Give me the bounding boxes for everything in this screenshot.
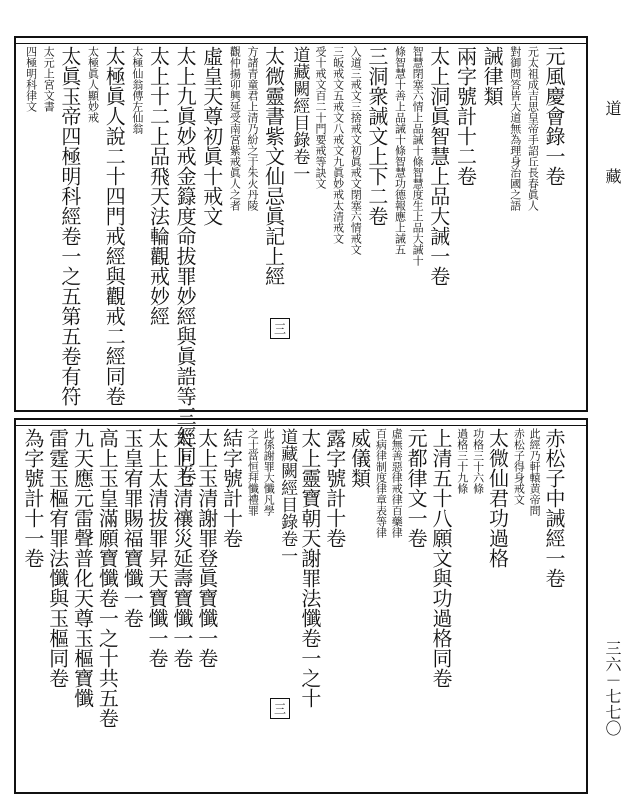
bottom-fold-marker: 三 xyxy=(270,698,290,719)
top-column: 受十戒文百二十門要戒等訣文 xyxy=(313,46,327,189)
bottom-column: 之士當恒拜懺禮罪 xyxy=(246,428,260,516)
bottom-column: 太上玉清謝罪登眞寶懺一卷 xyxy=(194,428,219,668)
bottom-column: 九天應元雷聲普化天尊玉樞寶懺 xyxy=(70,428,95,708)
top-column: 道藏闕經目錄卷一 xyxy=(289,46,310,182)
bottom-column: 功格三十六條 xyxy=(471,428,485,494)
top-column: 太元上宮文書 xyxy=(42,46,56,112)
top-column: 太上九眞妙戒金籙度命拔罪妙經與眞誥等三經同卷 xyxy=(173,46,198,486)
bottom-column: 元都律文一卷 xyxy=(404,428,429,548)
bottom-column: 赤松子中誡經一卷 xyxy=(542,428,566,588)
top-column: 條智慧十善上品誡十條智慧功德報應上誡五 xyxy=(393,46,407,255)
top-column: 太極眞人顯妙戒 xyxy=(86,46,100,123)
bottom-column: 此係謝罪大懺凡學 xyxy=(262,428,276,516)
bottom-column: 為字號計十一卷 xyxy=(20,428,45,568)
top-column: 太極眞人說二十四門戒經與觀戒二經同卷 xyxy=(102,46,127,406)
bottom-column: 威儀類 xyxy=(347,428,372,488)
bottom-column: 上清五十八願文與功過格同卷 xyxy=(428,428,453,688)
top-column: 元風慶會錄一卷 xyxy=(542,46,566,186)
bottom-column: 雷霆玉樞宥罪法懺與玉樞同卷 xyxy=(45,428,70,688)
top-column: 太眞玉帝四極明科經卷一之五第五卷有符 xyxy=(57,46,82,406)
top-column: 太極仙翁傳左仙翁 xyxy=(130,46,144,134)
bottom-inner-rule xyxy=(16,425,586,426)
top-inner-rule xyxy=(16,43,586,44)
bottom-column: 道藏闕經目錄卷一 xyxy=(277,428,298,564)
top-column: 智慧閉塞六情上品誡十條智慧度生上品大誡十 xyxy=(411,46,425,266)
bottom-column: 玉皇宥罪賜福寶懺一卷 xyxy=(120,428,145,628)
bottom-column: 赤松子得身戒文 xyxy=(512,428,526,505)
bottom-column: 結字號計十卷 xyxy=(219,428,244,548)
top-column: 虛皇天尊初眞十戒文 xyxy=(199,46,224,226)
top-column: 三洞衆誡文上下二卷 xyxy=(364,46,389,226)
bottom-column: 太上上清禳災延壽寶懺一卷 xyxy=(169,428,194,668)
bottom-column: 太上靈寶朝天謝罪法懺卷一之十 xyxy=(297,428,322,708)
top-column: 四極明科律文 xyxy=(24,46,38,112)
bottom-column: 太微仙君功過格 xyxy=(485,428,510,568)
bottom-column: 此經乃軒轅黄帝問 xyxy=(528,428,542,516)
page-number: 三六－七七〇 xyxy=(603,640,622,736)
bottom-column: 高上玉皇滿願寶懺卷一之十共五卷 xyxy=(95,428,120,728)
top-column: 太微靈書紫文仙忌眞記上經 xyxy=(261,46,286,286)
bottom-column: 百病律制度律章表等律 xyxy=(374,428,388,538)
bottom-column: 過格三十九條 xyxy=(455,428,469,494)
top-column: 對御問答皆大道無為理身治國之語 xyxy=(508,46,522,211)
top-column: 入道三戒文三捨戒文初眞戒文閉塞六情戒文 xyxy=(349,46,363,255)
bottom-column: 露字號計十卷 xyxy=(322,428,347,548)
top-column: 三皈戒文五戒文八戒文九眞妙戒太清戒文 xyxy=(331,46,345,244)
top-column: 元太祖成吉思皇帝手詔丘長春眞人 xyxy=(526,46,540,211)
top-column: 兩字號計十二卷 xyxy=(453,46,478,186)
top-column: 觀仲揚卯興延受南宮紫戒眞人之者 xyxy=(228,46,242,211)
top-column: 方諸青童君上清乃紛之于朱火丹陵 xyxy=(246,46,260,211)
bottom-column: 虛無善惡律戒律百藥律 xyxy=(390,428,404,538)
top-column: 太上洞眞智慧上品大誡一卷 xyxy=(426,46,451,286)
top-fold-marker: 三 xyxy=(270,318,290,339)
top-column: 太上十二上品飛天法輪觀戒妙經 xyxy=(146,46,171,326)
top-column: 誡律類 xyxy=(480,46,505,106)
bottom-column: 太上太清拔罪昇天寶懺一卷 xyxy=(145,428,170,668)
collection-title: 道 藏 xyxy=(603,100,622,202)
